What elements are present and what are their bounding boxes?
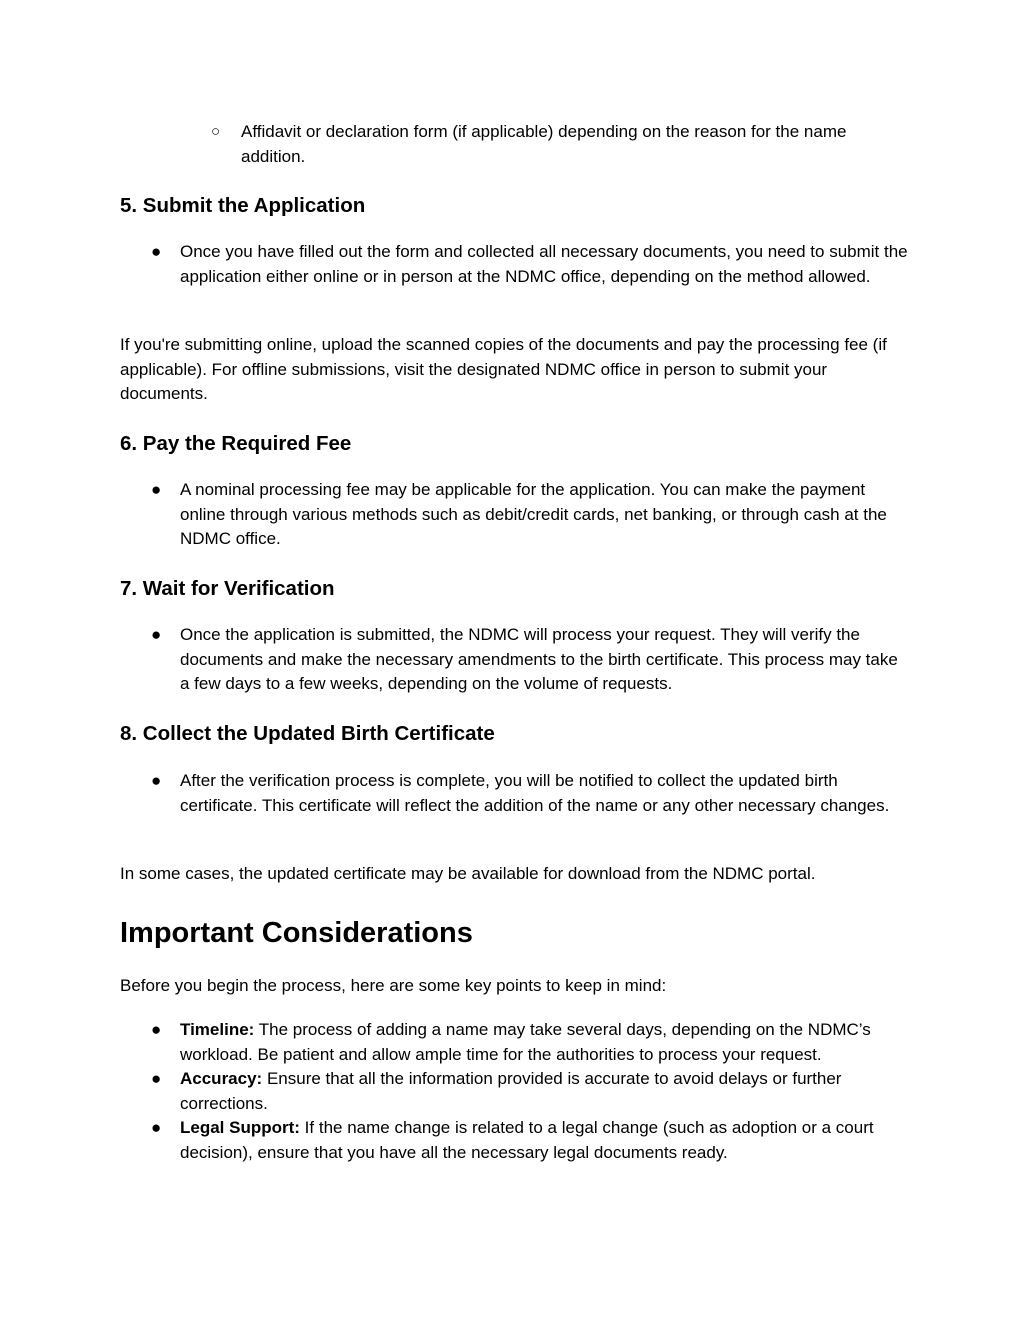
bullet-text: A nominal processing fee may be applicable for the application. You can make the payment online through various methods such as debit/credit cards, net banking, or through cash at the NDMC office.	[180, 480, 887, 548]
item-text: Ensure that all the information provided is accurate to avoid delays or further corrections.	[180, 1069, 842, 1113]
item-label: Legal Support:	[180, 1118, 300, 1137]
bullet-dot-icon: ●	[151, 625, 162, 644]
bullet-text: After the verification process is complete, you will be notified to collect the updated birth certificate. This certificate will reflect the addition of the name or any other necessary changes.	[180, 771, 890, 815]
heading-wait-verification: 7. Wait for Verification	[120, 577, 335, 600]
heading-important-considerations: Important Considerations	[120, 917, 473, 949]
bullet-dot-icon: ●	[151, 1020, 162, 1039]
verification-bullets	[120, 623, 910, 697]
paragraph-online-submission: If you're submitting online, upload the scanned copies of the documents and pay the processing fee (if applicable). For offline submissions, visit the designated NDMC office in person to submit your documents.	[120, 335, 887, 403]
list-item	[120, 1116, 910, 1165]
bullet-text: Once you have filled out the form and collected all necessary documents, you need to submit the application either online or in person at the NDMC office, depending on the method allowed.	[180, 242, 908, 286]
list-item	[120, 240, 910, 289]
bullet-dot-icon: ●	[151, 1118, 162, 1137]
sub-bullet-text: Affidavit or declaration form (if applicable) depending on the reason for the name addition.	[241, 122, 847, 166]
item-text: If the name change is related to a legal change (such as adoption or a court decision), ensure that you have all the necessary legal documents ready.	[180, 1118, 874, 1162]
bullet-dot-icon: ●	[151, 1069, 162, 1088]
considerations-list	[120, 1018, 910, 1165]
fee-bullets	[120, 478, 910, 552]
heading-pay-fee: 6. Pay the Required Fee	[120, 432, 352, 455]
bullet-text: Once the application is submitted, the NDMC will process your request. They will verify the documents and make the necessary amendments to the birth certificate. This process may take a few days to a few weeks, depending on the volume of requests.	[180, 625, 898, 693]
list-item	[120, 1018, 910, 1067]
heading-collect-certificate: 8. Collect the Updated Birth Certificate	[120, 722, 495, 745]
list-item	[120, 478, 910, 552]
paragraph-considerations-intro: Before you begin the process, here are some key points to keep in mind:	[120, 976, 667, 995]
collect-bullets	[120, 769, 910, 818]
item-label: Timeline:	[180, 1020, 255, 1039]
list-item	[120, 769, 910, 818]
bullet-dot-icon: ●	[151, 242, 162, 261]
submit-bullets	[120, 240, 910, 289]
list-item	[120, 623, 910, 697]
item-label: Accuracy:	[180, 1069, 263, 1088]
list-item	[120, 1067, 910, 1116]
paragraph-download-portal: In some cases, the updated certificate may be available for download from the NDMC portal.	[120, 864, 816, 883]
item-text: The process of adding a name may take several days, depending on the NDMC’s workload. Be patient and allow ample time for the authorities to process your request.	[180, 1020, 871, 1064]
bullet-dot-icon: ●	[151, 771, 162, 790]
bullet-dot-icon: ●	[151, 480, 162, 499]
hollow-circle-bullet-icon: ○	[211, 123, 221, 140]
heading-submit-application: 5. Submit the Application	[120, 194, 366, 217]
